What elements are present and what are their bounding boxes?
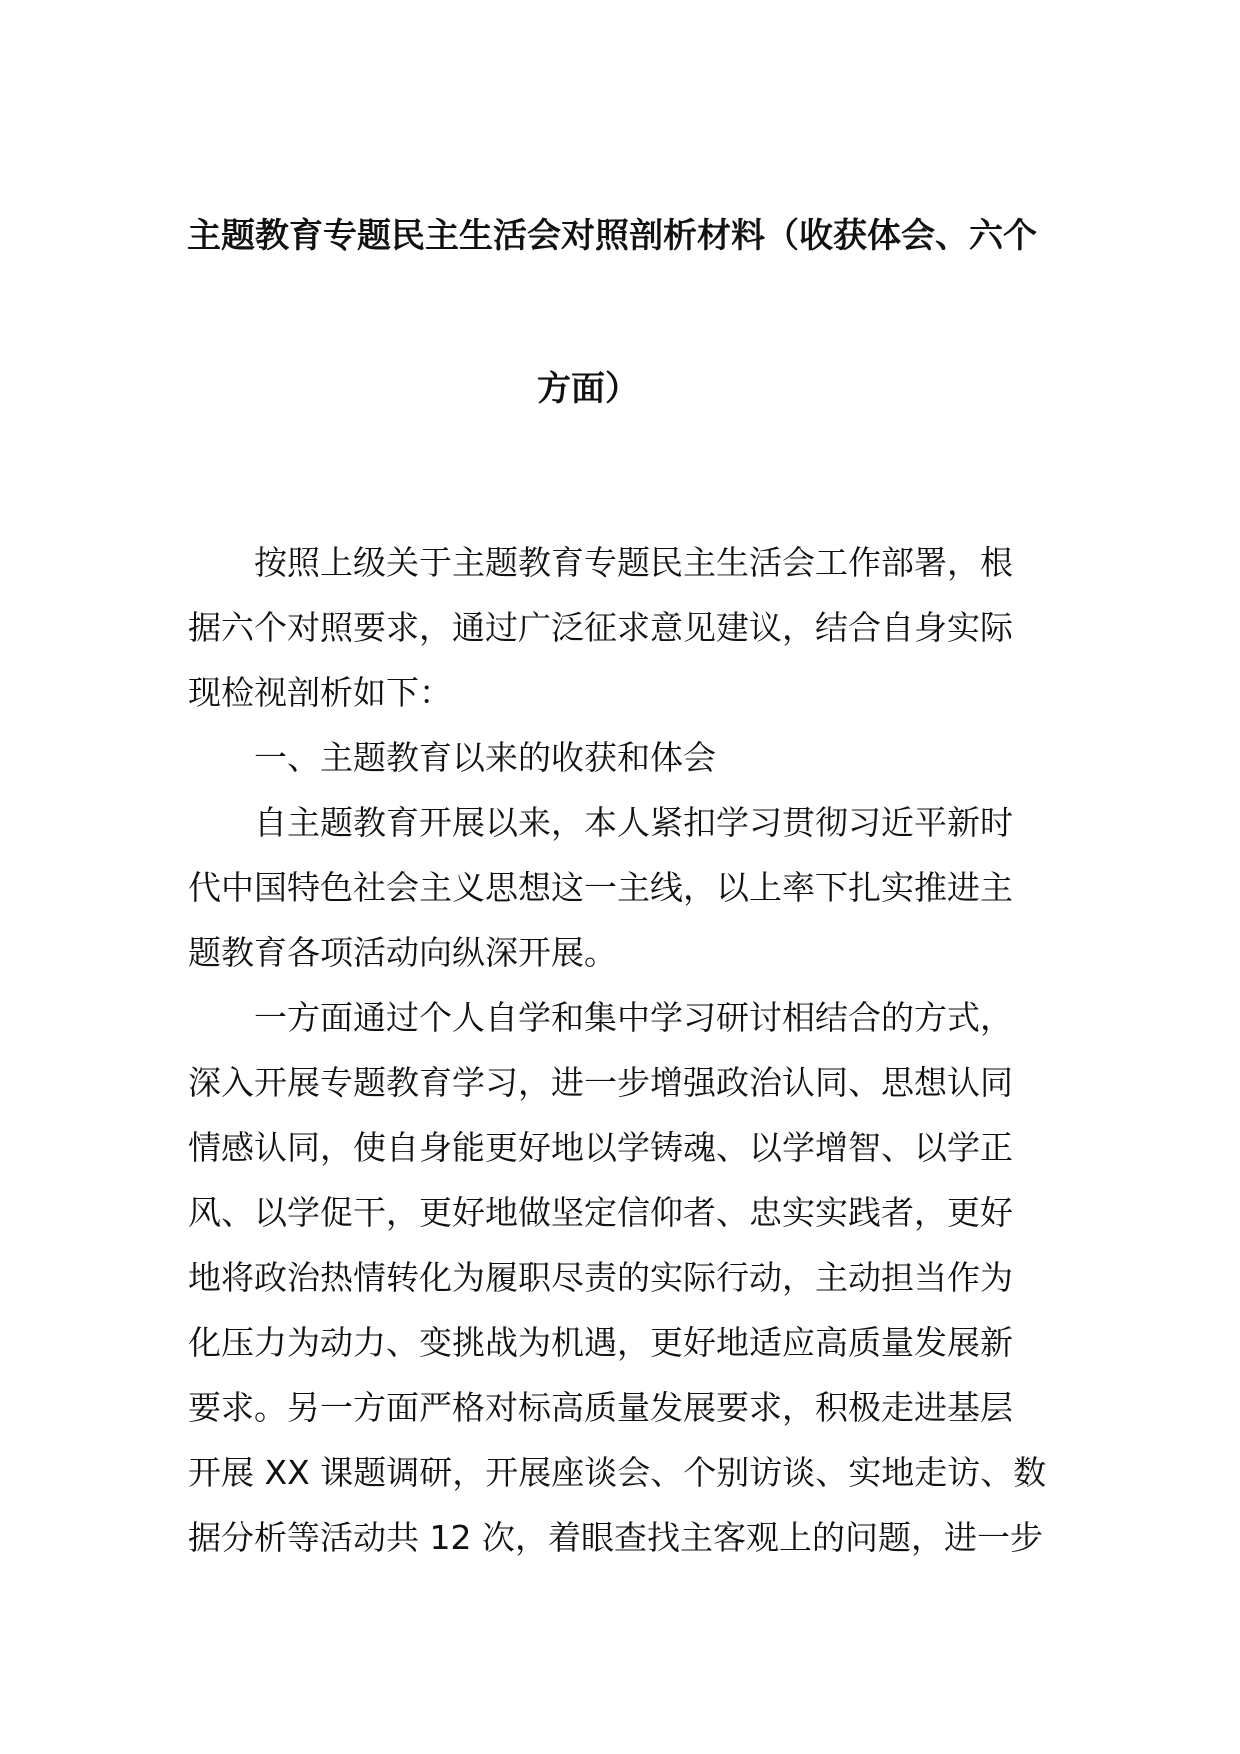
section-heading: 一、主题教育以来的收获和体会 (188, 738, 716, 777)
body-line: 题教育各项活动向纵深开展。 (188, 933, 617, 972)
document-title-line-1: 主题教育专题民主生活会对照剖析材料（收获体会、六个 (187, 216, 1037, 256)
body-line: 代中国特色社会主义思想这一主线，以上率下扎实推进主 (188, 868, 1013, 907)
body-line: 化压力为动力、变挑战为机遇，更好地适应高质量发展新 (188, 1323, 1013, 1362)
body-line: 据六个对照要求，通过广泛征求意见建议，结合自身实际 (188, 608, 1013, 647)
body-line: 要求。另一方面严格对标高质量发展要求，积极走进基层 (188, 1388, 1013, 1427)
body-line: 风、以学促干，更好地做坚定信仰者、忠实实践者，更好 (188, 1193, 1013, 1232)
body-line: 现检视剖析如下： (188, 673, 452, 712)
body-line: 一方面通过个人自学和集中学习研讨相结合的方式， (188, 998, 1013, 1037)
body-line: 深入开展专题教育学习，进一步增强政治认同、思想认同 (188, 1063, 1013, 1102)
body-line: 开展 XX 课题调研，开展座谈会、个别访谈、实地走访、数 (188, 1453, 1047, 1492)
body-line: 自主题教育开展以来，本人紧扣学习贯彻习近平新时 (188, 803, 1013, 842)
document-body (188, 530, 1058, 1570)
document-title-line-2: 方面） (537, 369, 639, 409)
body-line: 情感认同，使自身能更好地以学铸魂、以学增智、以学正 (188, 1128, 1013, 1167)
body-line: 按照上级关于主题教育专题民主生活会工作部署，根 (188, 543, 1013, 582)
body-line: 地将政治热情转化为履职尽责的实际行动，主动担当作为 (188, 1258, 1013, 1297)
body-line: 据分析等活动共 12 次，着眼查找主客观上的问题，进一步 (188, 1518, 1043, 1557)
